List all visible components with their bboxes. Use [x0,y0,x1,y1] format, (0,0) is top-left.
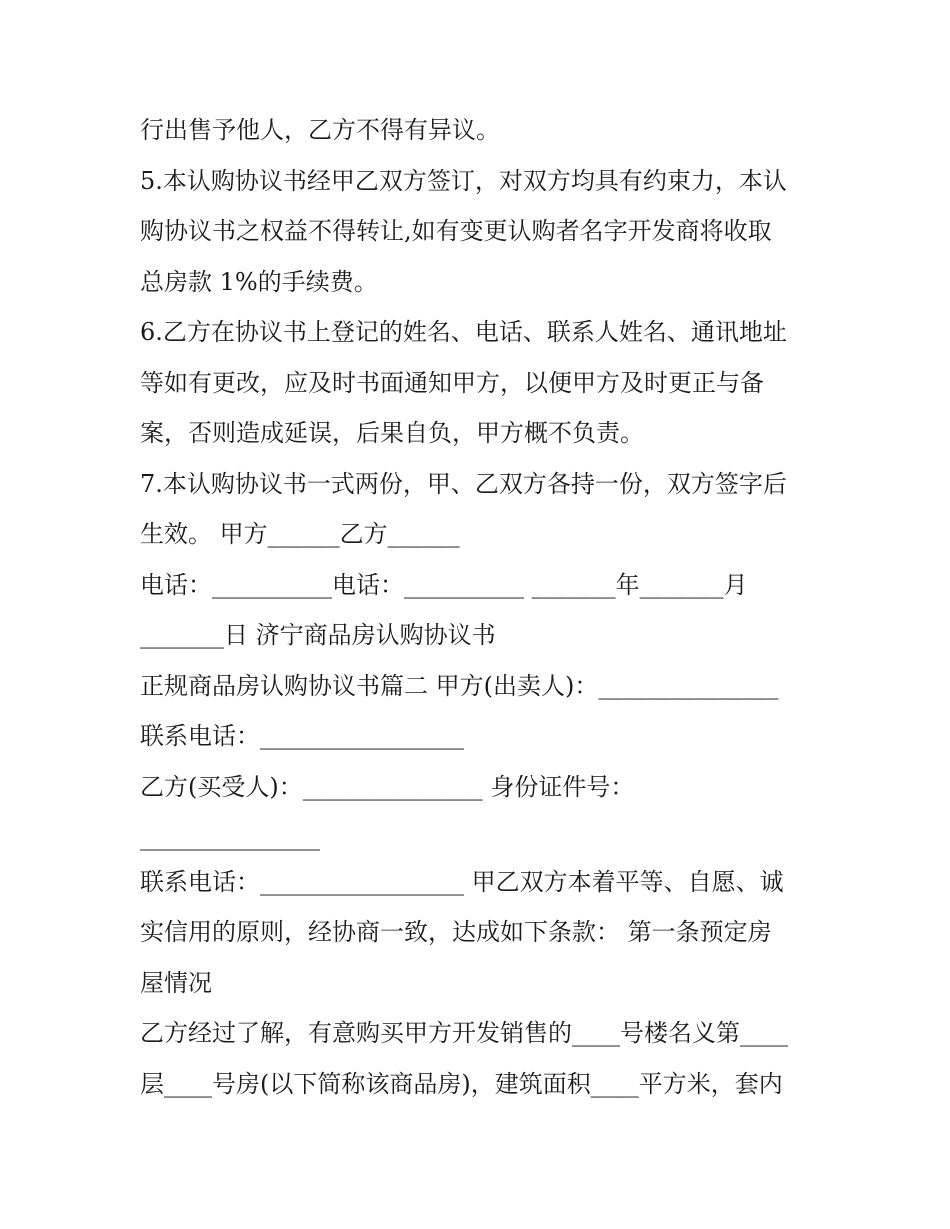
text-line: 层____号房(以下简称该商品房)，建筑面积____平方米，套内 [140,1070,783,1098]
text-line: 正规商品房认购协议书篇二 甲方(出卖人)：_______________ [140,672,779,700]
text-line: 电话：__________电话：__________ _______年_______月 [140,571,748,599]
text-line: 5.本认购协议书经甲乙双方签订，对双方均具有约束力，本认 [140,167,787,195]
text-line: 屋情况 [140,969,212,997]
text-line: _______日 济宁商品房认购协议书 [140,621,496,649]
text-line: 7.本认购协议书一式两份，甲、乙双方各持一份，双方签字后 [140,470,787,498]
text-line: 6.乙方在协议书上登记的姓名、电话、联系人姓名、通讯地址 [140,318,787,346]
text-line: 行出售予他人，乙方不得有异议。 [140,116,500,144]
text-line: 乙方(买受人)：_______________ 身份证件号： [140,773,635,801]
text-line: 案，否则造成延误，后果自负，甲方概不负责。 [140,419,644,447]
text-line: 联系电话：_________________ [140,722,464,750]
text-line: 等如有更改，应及时书面通知甲方，以便甲方及时更正与备 [140,369,764,397]
text-line: 乙方经过了解，有意购买甲方开发销售的____号楼名义第____ [140,1019,788,1047]
text-line: 联系电话：_________________ 甲乙双方本着平等、自愿、诚 [140,868,784,896]
text-line: 总房款 1%的手续费。 [140,268,378,296]
text-line: 生效。 甲方______乙方______ [140,520,460,548]
text-line: _______________ [140,823,320,851]
text-line: 购协议书之权益不得转让,如有变更认购者名字开发商将收取 [140,217,772,245]
text-line: 实信用的原则，经协商一致，达成如下条款： 第一条预定房 [140,918,772,946]
